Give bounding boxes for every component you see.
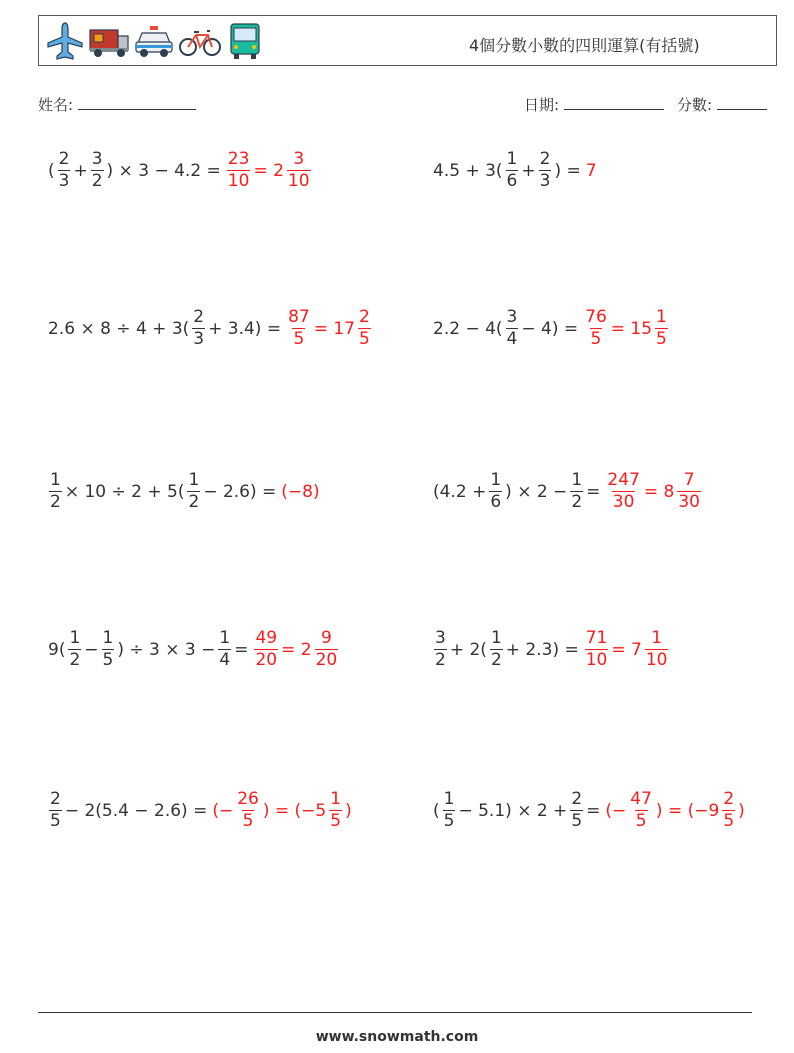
question-text: 4.5 + 3( xyxy=(433,160,503,181)
answer xyxy=(225,149,313,192)
numerator: 1 xyxy=(219,628,231,648)
denominator: 2 xyxy=(69,650,81,670)
numerator: 76 xyxy=(585,307,607,327)
numerator: 87 xyxy=(288,307,310,327)
denominator: 5 xyxy=(330,811,342,831)
numerator: 1 xyxy=(69,628,81,648)
answer-text: = 17 xyxy=(313,318,355,339)
answer-fraction xyxy=(584,307,608,350)
answer-text: 7 xyxy=(585,160,597,181)
question-expression xyxy=(47,628,249,671)
answer-text: = 2 xyxy=(253,160,284,181)
numerator: 49 xyxy=(255,628,278,648)
question-text: + 2.3) = xyxy=(505,639,579,660)
question-expression xyxy=(432,307,579,350)
question-fraction xyxy=(218,628,231,671)
question-text: + xyxy=(521,160,536,181)
numerator: 1 xyxy=(102,628,114,648)
question-text: 9( xyxy=(48,639,66,660)
question-fraction xyxy=(506,307,519,350)
police-car-icon xyxy=(133,21,175,61)
question-fraction xyxy=(58,149,71,192)
answer-text: (− xyxy=(212,800,234,821)
question-fraction xyxy=(49,470,62,513)
question-text: − xyxy=(84,639,99,660)
question-fraction xyxy=(490,628,503,671)
numerator: 1 xyxy=(651,628,663,648)
question-fraction xyxy=(489,470,502,513)
answer xyxy=(583,628,671,671)
date-blank[interactable] xyxy=(564,95,664,110)
problem-2 xyxy=(432,149,598,192)
question-fraction xyxy=(91,149,104,192)
numerator: 1 xyxy=(443,789,455,809)
denominator: 5 xyxy=(242,811,254,831)
question-text: = xyxy=(234,639,249,660)
answer-fraction xyxy=(315,628,339,671)
answer-fraction xyxy=(236,789,260,832)
answer-fraction xyxy=(722,789,735,832)
numerator: 1 xyxy=(571,470,583,490)
question-text: − 4) = xyxy=(521,318,579,339)
answer xyxy=(604,789,745,832)
question-fraction xyxy=(102,628,115,671)
numerator: 247 xyxy=(607,470,640,490)
answer-fraction xyxy=(358,307,371,350)
answer-fraction xyxy=(287,307,311,350)
question-fraction xyxy=(192,307,205,350)
denominator: 3 xyxy=(193,329,205,349)
answer-fraction xyxy=(677,470,701,513)
denominator: 5 xyxy=(50,811,61,831)
answer-text: (−8) xyxy=(281,481,320,502)
question-expression xyxy=(47,470,277,513)
question-fraction xyxy=(506,149,519,192)
numerator: 3 xyxy=(293,149,305,169)
header-box xyxy=(38,15,777,66)
denominator: 5 xyxy=(359,329,370,349)
numerator: 2 xyxy=(359,307,370,327)
question-fraction xyxy=(570,789,583,832)
denominator: 2 xyxy=(435,650,446,670)
numerator: 2 xyxy=(723,789,735,809)
date-label: 日期: xyxy=(524,96,560,114)
problem-5 xyxy=(47,470,321,513)
question-text: ) = xyxy=(554,160,581,181)
question-expression xyxy=(47,789,208,832)
numerator: 71 xyxy=(585,628,608,648)
answer xyxy=(585,161,598,181)
numerator: 1 xyxy=(506,149,518,169)
answer-text: = 7 xyxy=(611,639,642,660)
icon-row xyxy=(45,20,265,62)
answer-text: = 2 xyxy=(281,639,312,660)
question-fraction xyxy=(443,789,456,832)
denominator: 6 xyxy=(490,492,502,512)
answer-fraction xyxy=(655,307,668,350)
name-label: 姓名: xyxy=(38,96,74,114)
denominator: 10 xyxy=(227,171,250,191)
answer-fraction xyxy=(645,628,669,671)
answer-fraction xyxy=(287,149,311,192)
denominator: 10 xyxy=(585,650,608,670)
answer-fraction xyxy=(329,789,342,832)
question-fraction xyxy=(49,789,62,832)
question-text: ) × 2 − xyxy=(505,481,568,502)
numerator: 1 xyxy=(490,628,502,648)
problem-7 xyxy=(47,628,340,671)
denominator: 30 xyxy=(678,492,700,512)
question-text: + 3.4) = xyxy=(208,318,282,339)
numerator: 3 xyxy=(506,307,518,327)
question-text: (4.2 + xyxy=(433,481,487,502)
numerator: 47 xyxy=(630,789,652,809)
numerator: 3 xyxy=(91,149,103,169)
answer-text: (− xyxy=(605,800,627,821)
denominator: 2 xyxy=(50,492,61,512)
answer-text: = 15 xyxy=(610,318,653,339)
numerator: 2 xyxy=(193,307,205,327)
answer-text: ) xyxy=(345,800,352,821)
numerator: 3 xyxy=(435,628,446,648)
denominator: 4 xyxy=(219,650,231,670)
question-text: = xyxy=(586,481,601,502)
question-fraction xyxy=(434,628,447,671)
denominator: 5 xyxy=(635,811,647,831)
score-label: 分數: xyxy=(677,96,713,114)
score-blank[interactable] xyxy=(717,95,767,110)
answer xyxy=(211,789,352,832)
numerator: 2 xyxy=(58,149,70,169)
numerator: 2 xyxy=(50,789,61,809)
question-fraction xyxy=(539,149,552,192)
answer-fraction xyxy=(254,628,278,671)
denominator: 5 xyxy=(293,329,305,349)
denominator: 20 xyxy=(315,650,338,670)
denominator: 5 xyxy=(102,650,114,670)
name-blank[interactable] xyxy=(78,95,196,110)
denominator: 20 xyxy=(255,650,278,670)
question-fraction xyxy=(187,470,200,513)
answer-fraction xyxy=(227,149,251,192)
question-text: ) ÷ 3 × 3 − xyxy=(117,639,216,660)
problem-9 xyxy=(47,789,353,832)
problem-1 xyxy=(47,149,313,192)
question-text: × 10 ÷ 2 + 5( xyxy=(64,481,185,502)
question-text: − 2(5.4 − 2.6) = xyxy=(64,800,208,821)
numerator: 2 xyxy=(571,789,583,809)
denominator: 5 xyxy=(443,811,455,831)
footer-website: www.snowmath.com xyxy=(315,1029,479,1045)
denominator: 4 xyxy=(506,329,518,349)
bicycle-icon xyxy=(178,21,222,61)
denominator: 3 xyxy=(539,171,551,191)
denominator: 2 xyxy=(490,650,502,670)
airplane-icon xyxy=(45,21,85,61)
problem-10 xyxy=(432,789,746,832)
date-field[interactable] xyxy=(524,94,664,115)
answer-text: ) = (−9 xyxy=(655,800,720,821)
question-text: ( xyxy=(48,160,55,181)
denominator: 5 xyxy=(571,811,583,831)
problem-6 xyxy=(432,470,703,513)
answer-fraction xyxy=(585,628,609,671)
answer xyxy=(582,307,670,350)
denominator: 6 xyxy=(506,171,518,191)
numerator: 1 xyxy=(490,470,502,490)
answer xyxy=(604,470,703,513)
question-text: ( xyxy=(433,800,440,821)
question-expression xyxy=(47,307,282,350)
numerator: 23 xyxy=(227,149,250,169)
answer-text: ) = (−5 xyxy=(262,800,327,821)
denominator: 3 xyxy=(58,171,70,191)
question-expression xyxy=(432,628,580,671)
numerator: 1 xyxy=(656,307,667,327)
name-field[interactable] xyxy=(38,94,196,115)
score-field[interactable] xyxy=(677,94,767,115)
question-text: − 2.6) = xyxy=(203,481,277,502)
worksheet-title: 4個分數小數的四則運算(有括號) xyxy=(469,36,700,55)
question-expression xyxy=(47,149,222,192)
bus-icon xyxy=(225,21,265,61)
denominator: 2 xyxy=(91,171,103,191)
denominator: 5 xyxy=(723,811,735,831)
denominator: 5 xyxy=(590,329,602,349)
denominator: 10 xyxy=(287,171,310,191)
question-text: = xyxy=(586,800,601,821)
numerator: 9 xyxy=(320,628,332,648)
denominator: 2 xyxy=(571,492,583,512)
denominator: 2 xyxy=(188,492,200,512)
truck-icon xyxy=(88,21,130,61)
numerator: 26 xyxy=(237,789,259,809)
question-text: 2.6 × 8 ÷ 4 + 3( xyxy=(48,318,190,339)
problem-3 xyxy=(47,307,373,350)
question-fraction xyxy=(68,628,81,671)
answer xyxy=(280,482,320,502)
answer xyxy=(285,307,373,350)
numerator: 7 xyxy=(683,470,695,490)
answer xyxy=(252,628,340,671)
question-text: ) × 3 − 4.2 = xyxy=(106,160,221,181)
question-text: 2.2 − 4( xyxy=(433,318,503,339)
question-text: + xyxy=(73,160,88,181)
numerator: 2 xyxy=(539,149,551,169)
numerator: 1 xyxy=(330,789,342,809)
denominator: 10 xyxy=(645,650,668,670)
numerator: 1 xyxy=(188,470,200,490)
denominator: 5 xyxy=(656,329,667,349)
answer-text: ) xyxy=(738,800,745,821)
question-fraction xyxy=(570,470,583,513)
answer-fraction xyxy=(606,470,640,513)
question-expression xyxy=(432,470,601,513)
question-text: − 5.1) × 2 + xyxy=(458,800,568,821)
question-expression xyxy=(432,789,601,832)
question-text: + 2( xyxy=(449,639,487,660)
denominator: 30 xyxy=(612,492,635,512)
footer-divider xyxy=(38,1012,752,1013)
problem-4 xyxy=(432,307,670,350)
answer-text: = 8 xyxy=(643,481,675,502)
answer-fraction xyxy=(629,789,653,832)
problem-8 xyxy=(432,628,670,671)
numerator: 1 xyxy=(50,470,61,490)
question-expression xyxy=(432,149,582,192)
